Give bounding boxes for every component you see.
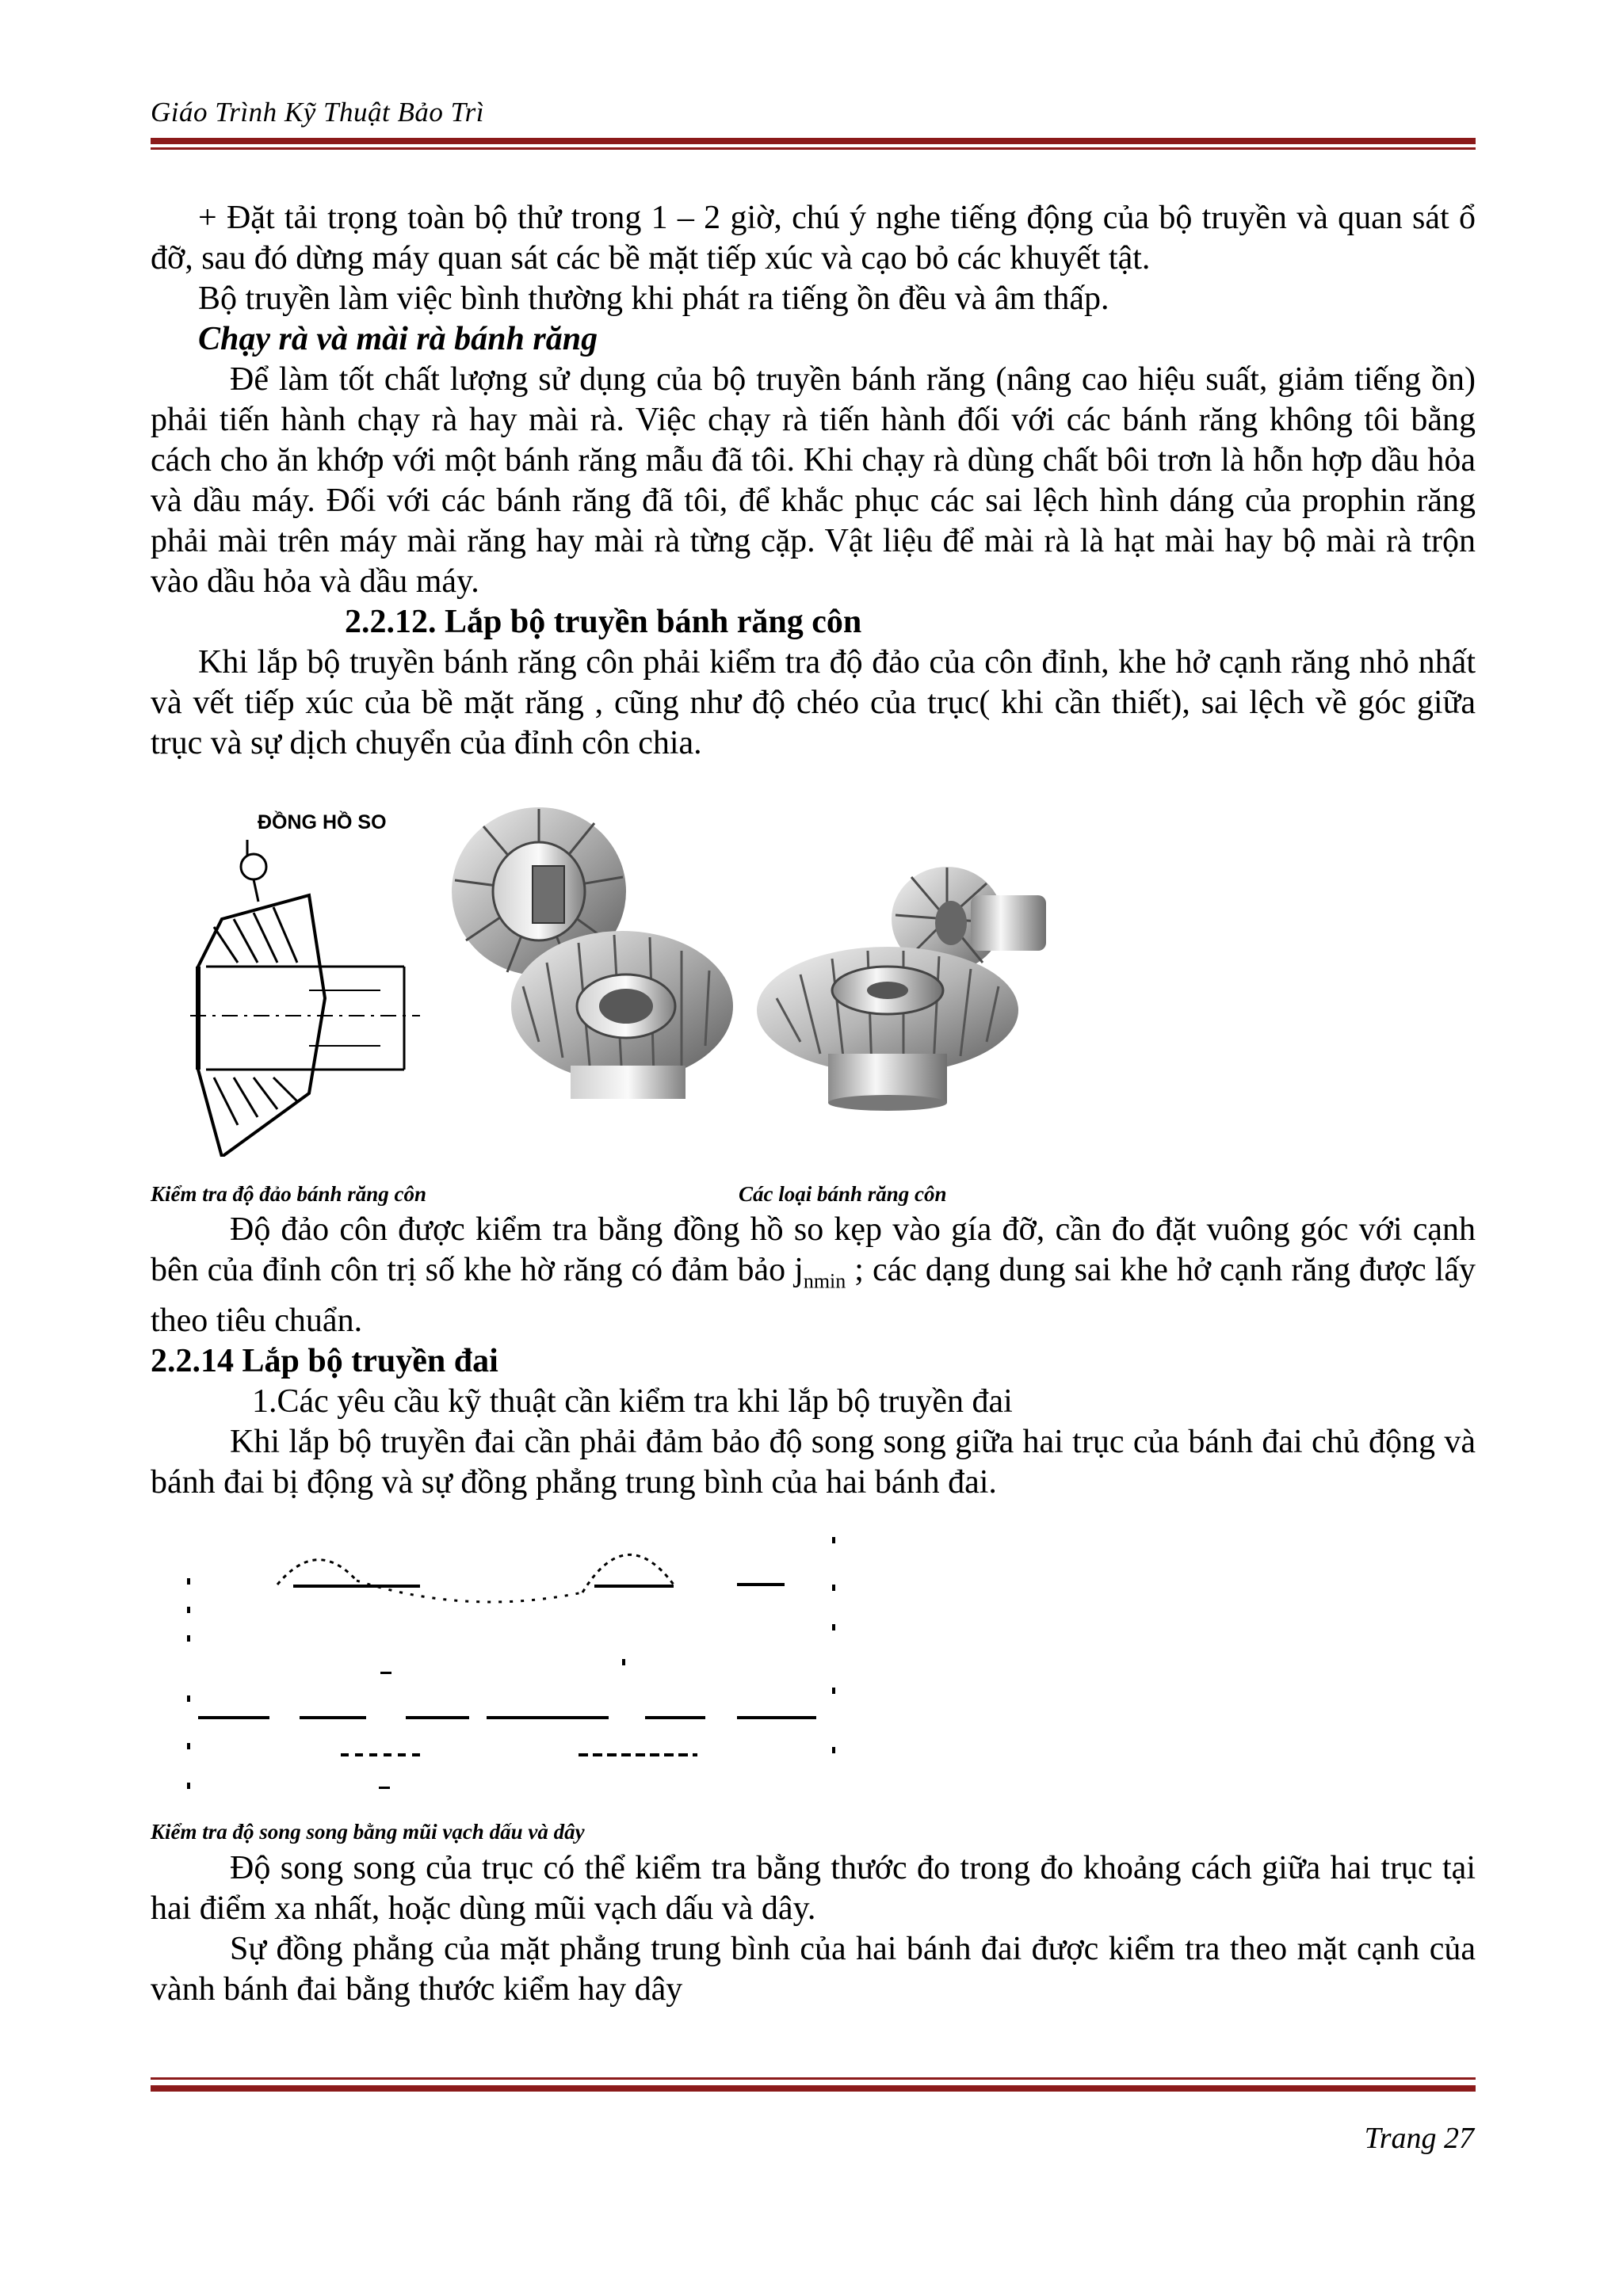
gauge-label: ĐỒNG HỒ SO: [258, 811, 387, 833]
runout-text-b: ; các dạng dung sai khe hở cạnh răng được lấy theo tiêu chuẩn.: [151, 1252, 1476, 1340]
dial-gauge-runout-figure: [190, 808, 428, 1157]
paragraph-running-in: Để làm tốt chất lượng sử dụng của bộ truyền bánh răng (nâng cao hiệu suất, giảm tiếng ồn) phải tiến hành chạy rà hay mài rà. Việc chạy rà tiến hành đối với các bánh răng không tôi bằng cách cho ăn khớp với một bánh răng mẫu đã tôi. Khi chạy rà dùng chất bôi trơn là hỗn hợp dầu hỏa và dầu máy. Đối với các bánh răng đã tôi, để khắc phục các sai lệch hình dáng của prophin răng phải mài trên máy mài răng hay mài rà từng cặp. Vật liệu để mài rà là hạt mài hay bộ mài rà trộn vào dầu hỏa và dầu máy.: [151, 361, 1476, 600]
paragraph-runout-check: [151, 1210, 1476, 1341]
runout-subscript: nmin: [803, 1269, 846, 1293]
footer-rule-thin: [151, 2077, 1476, 2080]
list-item-requirements: 1.Các yêu cầu kỹ thuật cần kiểm tra khi lắp bộ truyền đai: [252, 1383, 1013, 1421]
paragraph-shaft-parallelism: Độ song song của trục có thể kiểm tra bằng thước đo trong đo khoảng cách giữa hai trục tại hai điểm xa nhất, hoặc dùng mũi vạch dấu và dây.: [151, 1850, 1476, 1927]
paragraph-load-test: + Đặt tải trọng toàn bộ thử trong 1 – 2 giờ, chú ý nghe tiếng động của bộ truyền và quan sát ổ đỡ, sau đó dừng máy quan sát các bề mặt tiếp xúc và cạo bỏ các khuyết tật.: [151, 200, 1476, 277]
heading-section-2-2-12: 2.2.12. Lắp bộ truyền bánh răng côn: [345, 604, 862, 640]
text-block-bottom: [151, 1848, 1476, 2010]
heading-running-in: Chạy rà và mài rà bánh răng: [198, 321, 598, 357]
runout-text-a: Độ đảo côn được kiểm tra bằng đồng hồ so kẹp vào gía đỡ, cần đo đặt vuông góc với cạnh bên của đỉnh côn trị số khe hờ răng có đảm bảo j: [151, 1211, 1476, 1288]
caption-runout-check: Kiểm tra độ đảo bánh răng côn: [151, 1182, 427, 1206]
belt-parallelism-figure: [182, 1505, 856, 1806]
text-block-top: [151, 198, 1476, 764]
caption-bevel-gear-types: Các loại bánh răng côn: [739, 1182, 947, 1206]
footer-rule-thick: [151, 2085, 1476, 2092]
paragraph-bevel-assembly: Khi lắp bộ truyền bánh răng côn phải kiểm tra độ đảo của côn đỉnh, khe hở cạnh răng nhỏ nhất và vết tiếp xúc của bề mặt răng , cũng như độ chéo của trục( khi cần thiết), sai lệch về góc giữa trục và sự dịch chuyển của đỉnh côn chia.: [151, 644, 1476, 761]
caption-belt-parallelism: Kiểm tra độ song song bằng mũi vạch dấu và dây: [151, 1820, 585, 1844]
page-number: Trang 27: [1364, 2122, 1474, 2155]
running-header-title: Giáo Trình Kỹ Thuật Bảo Trì: [151, 97, 484, 128]
bevel-gear-pair-photo-right: [753, 860, 1086, 1113]
paragraph-coplanarity: Sự đồng phẳng của mặt phẳng trung bình của hai bánh đai được kiểm tra theo mặt cạnh của vành bánh đai bằng thước kiểm hay dây: [151, 1931, 1476, 2008]
header-rule-thin: [151, 147, 1476, 150]
header-rule-thick: [151, 138, 1476, 144]
paragraph-normal-operation: Bộ truyền làm việc bình thường khi phát ra tiếng ồn đều và âm thấp.: [198, 280, 1109, 317]
bevel-gear-pair-photo-left: [444, 804, 737, 1109]
text-block-middle: [151, 1210, 1476, 1503]
paragraph-belt-parallelism: Khi lắp bộ truyền đai cần phải đảm bảo độ song song giữa hai trục của bánh đai chủ động và bánh đai bị động và sự đồng phẳng trung bình của hai bánh đai.: [151, 1424, 1476, 1501]
heading-section-2-2-14: 2.2.14 Lắp bộ truyền đai: [151, 1343, 498, 1380]
